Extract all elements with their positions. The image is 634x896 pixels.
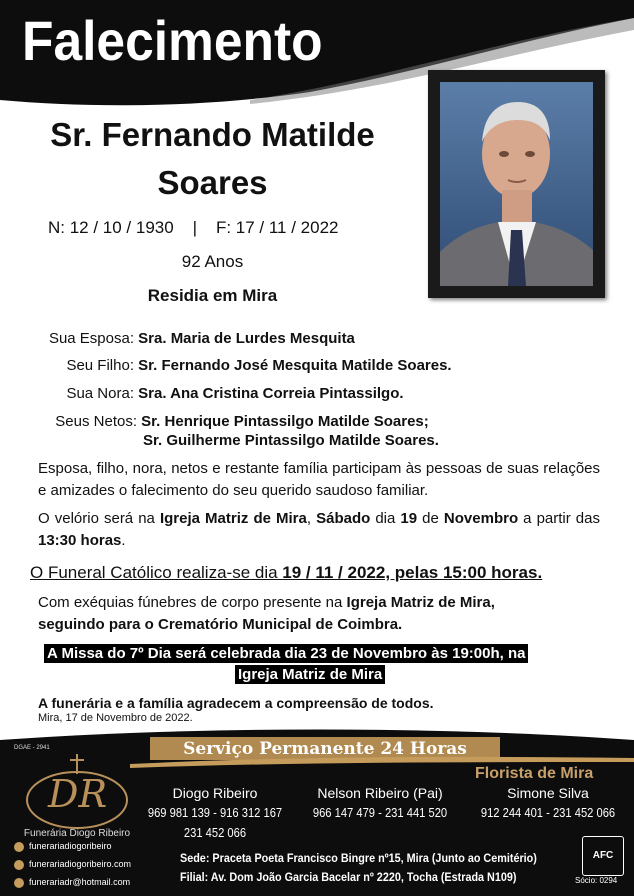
contact-person-phone: 231 452 066: [183, 825, 247, 840]
family-label: Seu Filho:: [66, 357, 134, 374]
header-title: Falecimento: [22, 9, 323, 72]
email-icon: [14, 878, 24, 888]
missa-line1: A Missa do 7º Dia será celebrada dia 23 de Novembro às 19:00h, na: [44, 644, 528, 663]
dgae-code: DGAE - 2941: [14, 745, 50, 751]
family-value: Sra. Ana Cristina Correia Pintassilgo.: [138, 385, 404, 402]
portrait-photo: [440, 82, 593, 286]
afc-logo: AFC: [582, 836, 624, 876]
family-row-son: [38, 357, 452, 374]
family-row-grandchildren-2: [143, 432, 439, 449]
family-value: Sr. Henrique Pintassilgo Matilde Soares;: [141, 413, 429, 430]
facebook-icon: [14, 842, 24, 852]
family-label: Sua Esposa:: [48, 330, 134, 347]
family-label: Seus Netos:: [55, 413, 137, 430]
globe-icon: [14, 860, 24, 870]
socio-number: Sócio: 0294: [575, 876, 618, 885]
wake-text: O velório será na Igreja Matriz de Mira, Sábado dia 19 de Novembro a partir das 13:30 horas.: [38, 510, 600, 549]
funeral-home-name: Funerária Diogo Ribeiro: [23, 828, 131, 839]
family-value: Sr. Fernando José Mesquita Matilde Soares.: [138, 357, 452, 374]
family-label: Sua Nora:: [66, 385, 134, 402]
contact-person-name: Simone Silva: [507, 785, 589, 801]
date-separator: |: [192, 218, 198, 237]
contact-facebook[interactable]: funerariadiogoribeiro: [14, 841, 112, 852]
contact-person-phone: 969 981 139 - 916 312 167: [147, 805, 283, 820]
family-value: Sra. Maria de Lurdes Mesquita: [138, 330, 355, 347]
family-value: Sr. Guilherme Pintassilgo Matilde Soares.: [143, 432, 439, 449]
deceased-name-line1: Sr. Fernando Matilde: [50, 116, 375, 153]
birth-date: N: 12 / 10 / 1930: [48, 218, 174, 237]
funeral-text: O Funeral Católico realiza-se dia 19 / 11 / 2022, pelas 15:00 horas.: [30, 563, 543, 582]
death-date: F: 17 / 11 / 2022: [215, 218, 339, 237]
family-row-daughter-in-law: [38, 385, 404, 402]
thanks-text: A funerária e a família agradecem a compreensão de todos.: [38, 695, 434, 711]
age: 92 Anos: [181, 252, 244, 271]
deceased-name-line2: Soares: [157, 164, 268, 201]
florista-name: Florista de Mira: [475, 765, 594, 782]
filial-address: Filial: Av. Dom João Garcia Bacelar nº 2220, Tocha (Estrada N109): [180, 870, 517, 884]
contact-person-name: Diogo Ribeiro: [172, 785, 258, 801]
contact-person-name: Nelson Ribeiro (Pai): [317, 785, 443, 801]
logo-text: DR: [48, 772, 108, 816]
contact-email[interactable]: funerariadr@hotmail.com: [14, 877, 130, 888]
dates-row: [48, 218, 338, 238]
missa-line2: Igreja Matriz de Mira: [235, 665, 385, 684]
participation-text: Esposa, filho, nora, netos e restante família participam às pessoas de suas relações e amizades o falecimento do seu querido saudoso familiar.: [38, 460, 600, 499]
portrait-frame: [428, 70, 605, 298]
exequias-text: Com exéquias fúnebres de corpo presente na Igreja Matriz de Mira, seguindo para o Crematório Municipal de Coimbra.: [38, 594, 495, 633]
contact-person-phone: 912 244 401 - 231 452 066: [480, 805, 616, 820]
contact-website[interactable]: funerariadiogoribeiro.com: [14, 859, 131, 870]
service-banner: Serviço Permanente 24 Horas: [183, 739, 467, 759]
contact-person-phone: 966 147 479 - 231 441 520: [312, 805, 448, 820]
sede-address: Sede: Praceta Poeta Francisco Bingre nº15, Mira (Junto ao Cemitério): [180, 851, 537, 865]
family-row-wife: [38, 330, 355, 347]
issue-date: Mira, 17 de Novembro de 2022.: [38, 712, 193, 724]
residence: Residia em Mira: [147, 286, 278, 305]
family-row-grandchildren: [38, 413, 429, 430]
